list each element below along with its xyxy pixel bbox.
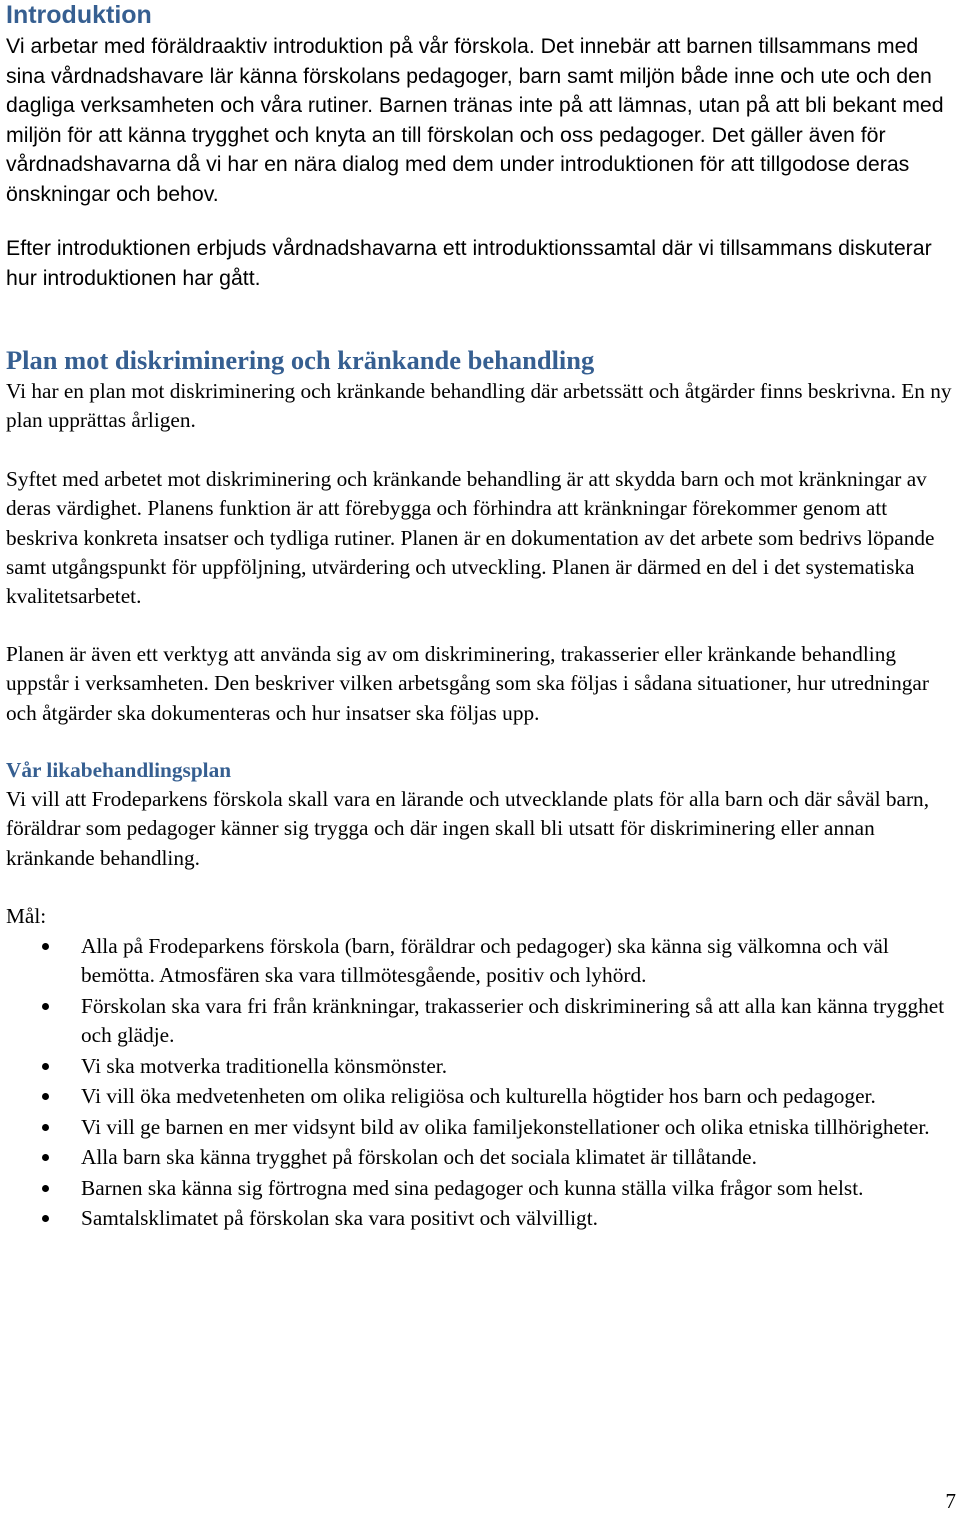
introduction-followup-paragraph: Efter introduktionen erbjuds vårdnadshavarna ett introduktionssamtal där vi tillsammans diskuterar hur introduktionen har gått. [6, 236, 932, 290]
goals-list [6, 932, 960, 1234]
goal-item [6, 1113, 960, 1142]
goal-text: Samtalsklimatet på förskolan ska vara positivt och välvilligt. [81, 1205, 598, 1230]
goal-text: Alla på Frodeparkens förskola (barn, föräldrar och pedagoger) ska känna sig välkomna och väl bemötta. Atmosfären ska vara tillmötesgående, positiv och lyhörd. [81, 934, 889, 988]
bullet-icon [42, 1063, 49, 1070]
bullet-icon [42, 1124, 49, 1131]
plan-purpose-paragraph: Syftet med arbetet mot diskriminering och kränkande behandling är att skydda barn och mot kränkningar av deras värdighet. Planens funktion är att förebygga och förhindra att kränkningar förekommer genom att beskriva konkreta insatser och tydliga rutiner. Planen är en dokumentation av det arbete som bedrivs löpande samt utgångspunkt för uppföljning, utvärdering och utveckling. Planen är därmed en del i det systematiska kvalitetsarbetet. [6, 467, 935, 609]
goal-text: Förskolan ska vara fri från kränkningar, trakasserier och diskriminering så att alla kan känna trygghet och glädje. [81, 993, 945, 1048]
goal-item [6, 1082, 960, 1111]
bullet-icon [42, 943, 49, 950]
goals-label: Mål: [6, 904, 47, 928]
bullet-icon [42, 1215, 49, 1222]
plan-intro-paragraph: Vi har en plan mot diskriminering och kränkande behandling där arbetssätt och åtgärder finns beskrivna. En ny plan upprättas årligen. [6, 379, 952, 433]
goal-item [6, 1143, 960, 1172]
goal-text: Vi ska motverka traditionella könsmönster. [81, 1053, 448, 1078]
equality-plan-paragraph: Vi vill att Frodeparkens förskola skall vara en lärande och utvecklande plats för alla barn och där såväl barn, föräldrar som pedagoger känner sig trygga och där ingen skall bli utsatt för diskriminering eller annan kränkande behandling. [6, 787, 930, 870]
page-number: 7 [945, 1489, 956, 1513]
goal-item [6, 1052, 960, 1081]
goal-text: Barnen ska känna sig förtrogna med sina pedagoger och kunna ställa vilka frågor som helst. [81, 1175, 864, 1200]
bullet-icon [42, 1185, 49, 1192]
plan-tool-paragraph: Planen är även ett verktyg att använda sig av om diskriminering, trakasserier eller kränkande behandling uppstår i verksamheten. Den beskriver vilken arbetsgång som ska följas i sådana situationer, hur utredningar och åtgärder ska dokumenteras och hur insatser ska följas upp. [6, 642, 929, 725]
bullet-icon [42, 1154, 49, 1161]
goal-item [6, 1204, 960, 1233]
goal-text: Vi vill ge barnen en mer vidsynt bild av olika familjekonstellationer och olika etniska tillhörigheter. [81, 1114, 930, 1139]
equality-plan-heading: Vår likabehandlingsplan [6, 758, 232, 782]
bullet-icon [42, 1003, 49, 1010]
introduction-paragraph: Vi arbetar med föräldraaktiv introduktion på vår förskola. Det innebär att barnen tillsammans med sina vårdnadshavare lär känna förskolans pedagoger, barn samt miljön både inne och ute och den dagliga verksamheten och våra rutiner. Barnen tränas inte på att lämnas, utan på att bli bekant med miljön för att känna trygghet och knyta an till förskolan och oss pedagoger. Det gäller även för vårdnadshavarna då vi har en nära dialog med dem under introduktionen för att tillgodose deras önskningar och behov. [6, 34, 944, 206]
discrimination-plan-heading: Plan mot diskriminering och kränkande behandling [6, 345, 595, 375]
goal-item [6, 1174, 960, 1203]
introduction-heading: Introduktion [6, 1, 152, 29]
bullet-icon [42, 1093, 49, 1100]
goal-item [6, 932, 960, 991]
goal-item [6, 992, 960, 1051]
goal-text: Alla barn ska känna trygghet på förskolan och det sociala klimatet är tillåtande. [81, 1145, 757, 1170]
goal-text: Vi vill öka medvetenheten om olika religiösa och kulturella högtider hos barn och pedagoger. [81, 1084, 876, 1109]
